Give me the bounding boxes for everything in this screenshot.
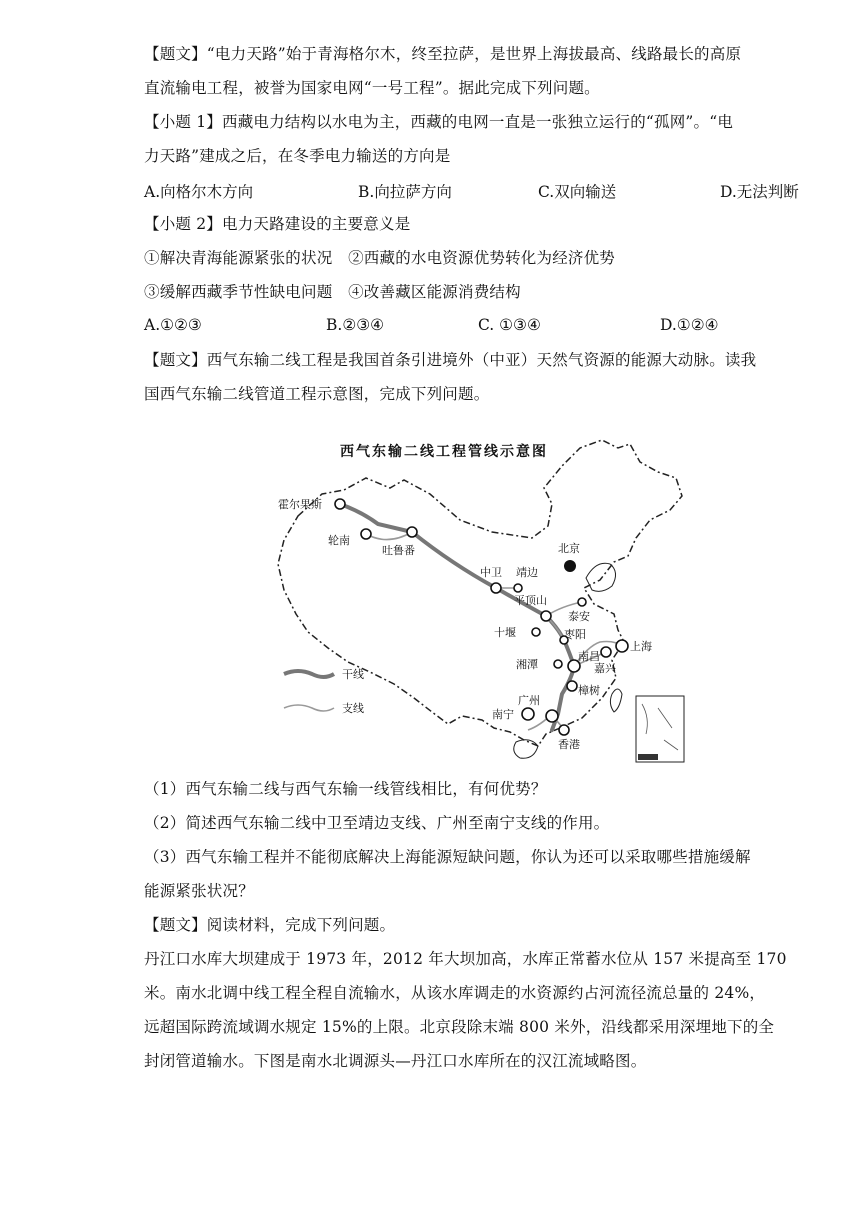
label-beijing: 北京 <box>558 542 580 555</box>
label-hongkong: 香港 <box>558 738 580 751</box>
label-lunnan: 轮南 <box>328 534 350 547</box>
q1-sub2-items-line1: ①解决青海能源紧张的状况 ②西藏的水电资源优势转化为经济优势 <box>144 249 616 267</box>
q3-paragraph-line3: 远超国际跨流域调水规定 15%的上限。北京段除末端 800 米外，沿线都采用深埋地下的全 <box>144 1018 775 1036</box>
q1-stem-line1: 【题文】“电力天路”始于青海格尔木，终至拉萨，是世界上海拔最高、线路最长的高原 <box>144 45 742 63</box>
q2-question3-line1: （3）西气东输工程并不能彻底解决上海能源短缺问题，你认为还可以采取哪些措施缓解 <box>144 848 751 866</box>
branch-lunnan <box>366 532 412 540</box>
marker-beijing <box>564 560 576 572</box>
label-zhangshu: 樟树 <box>578 684 600 697</box>
q2-question2: （2）简述西气东输二线中卫至靖边支线、广州至南宁支线的作用。 <box>144 814 610 832</box>
option-a: A.向格尔木方向 <box>144 183 254 201</box>
option-b: B.②③④ <box>326 316 385 334</box>
label-nanchang: 南昌 <box>578 650 600 663</box>
label-shiyan: 十堰 <box>494 626 516 639</box>
label-pingdingshan: 平顶山 <box>514 594 547 607</box>
pipeline-map <box>262 428 696 770</box>
q1-sub1-options <box>144 180 824 200</box>
label-xiangtan: 湘潭 <box>516 658 538 671</box>
q2-question1: （1）西气东输二线与西气东输一线管线相比，有何优势？ <box>144 780 547 798</box>
bohai-sea <box>586 563 616 591</box>
marker-shiyan <box>532 628 540 636</box>
marker-hongkong <box>559 725 569 735</box>
q3-paragraph-line1: 丹江口水库大坝建成于 1973 年，2012 年大坝加高，水库正常蓄水位从 157 米提高至 170 <box>144 950 787 968</box>
q1-sub1-line1: 【小题 1】西藏电力结构以水电为主，西藏的电网一直是一张独立运行的“孤网”。“电 <box>144 113 734 131</box>
q2-stem-line1: 【题文】西气东输二线工程是我国首条引进境外（中亚）天然气资源的能源大动脉。读我 <box>144 351 757 369</box>
option-c: C. ①③④ <box>478 316 541 334</box>
option-b: B.向拉萨方向 <box>358 183 452 201</box>
q1-sub2-line1: 【小题 2】电力天路建设的主要意义是 <box>144 215 411 233</box>
label-shanghai: 上海 <box>630 640 652 653</box>
marker-guangzhou <box>546 710 558 722</box>
option-c: C.双向输送 <box>538 183 617 201</box>
marker-tulufan <box>407 527 417 537</box>
option-a: A.①②③ <box>144 316 202 334</box>
q3-paragraph-line4: 封闭管道输水。下图是南水北调源头—丹江口水库所在的汉江流域略图。 <box>144 1052 647 1070</box>
marker-jiaxing <box>601 647 611 657</box>
q3-paragraph-line2: 米。南水北调中线工程全程自流输水，从该水库调走的水资源约占河流径流总量的 24%， <box>144 984 766 1002</box>
q1-sub2-options <box>144 316 824 336</box>
q2-question3-line2: 能源紧张状况？ <box>144 882 254 900</box>
q1-stem-line2: 直流输电工程，被誉为国家电网“一号工程”。据此完成下列问题。 <box>144 79 600 97</box>
marker-huoerguosi <box>335 499 345 509</box>
south-china-sea-inset <box>636 696 684 762</box>
q1-sub1-line2: 力天路”建成之后，在冬季电力输送的方向是 <box>144 147 451 165</box>
label-zhongwei: 中卫 <box>480 566 502 579</box>
q3-stem: 【题文】阅读材料，完成下列问题。 <box>144 916 396 934</box>
option-d: D.无法判断 <box>720 183 799 201</box>
label-huoerguosi: 霍尔果斯 <box>278 498 322 511</box>
legend-branch-swatch <box>284 705 334 711</box>
option-d: D.①②④ <box>660 316 719 334</box>
taiwan-island <box>610 689 622 712</box>
marker-shanghai <box>616 640 628 652</box>
q1-sub2-items-line2: ③缓解西藏季节性缺电问题 ④改善藏区能源消费结构 <box>144 283 521 301</box>
q2-stem-line2: 国西气东输二线管道工程示意图，完成下列问题。 <box>144 385 490 403</box>
label-guangzhou: 广州 <box>518 694 540 707</box>
marker-taian <box>578 598 586 606</box>
label-jiaxing: 嘉兴 <box>594 662 616 675</box>
marker-jingbian <box>514 584 522 592</box>
legend-main-swatch <box>284 671 334 677</box>
marker-xiangtan <box>554 660 562 668</box>
label-tulufan: 吐鲁番 <box>382 544 415 557</box>
map-title: 西气东输二线工程管线示意图 <box>340 444 548 460</box>
marker-lunnan <box>361 529 371 539</box>
label-nanning: 南宁 <box>492 708 514 721</box>
label-taian: 泰安 <box>568 610 590 623</box>
label-jingbian: 靖边 <box>516 566 538 579</box>
marker-pingdingshan <box>541 611 551 621</box>
hainan-island <box>514 740 538 759</box>
map-legend <box>284 667 364 715</box>
legend-main-label: 干线 <box>342 668 364 681</box>
marker-zhangshu <box>567 681 577 691</box>
marker-nanning <box>522 708 534 720</box>
marker-zhongwei <box>491 583 501 593</box>
china-border <box>278 440 682 746</box>
label-zaoyang: 枣阳 <box>564 628 586 641</box>
legend-branch-label: 支线 <box>342 702 364 715</box>
